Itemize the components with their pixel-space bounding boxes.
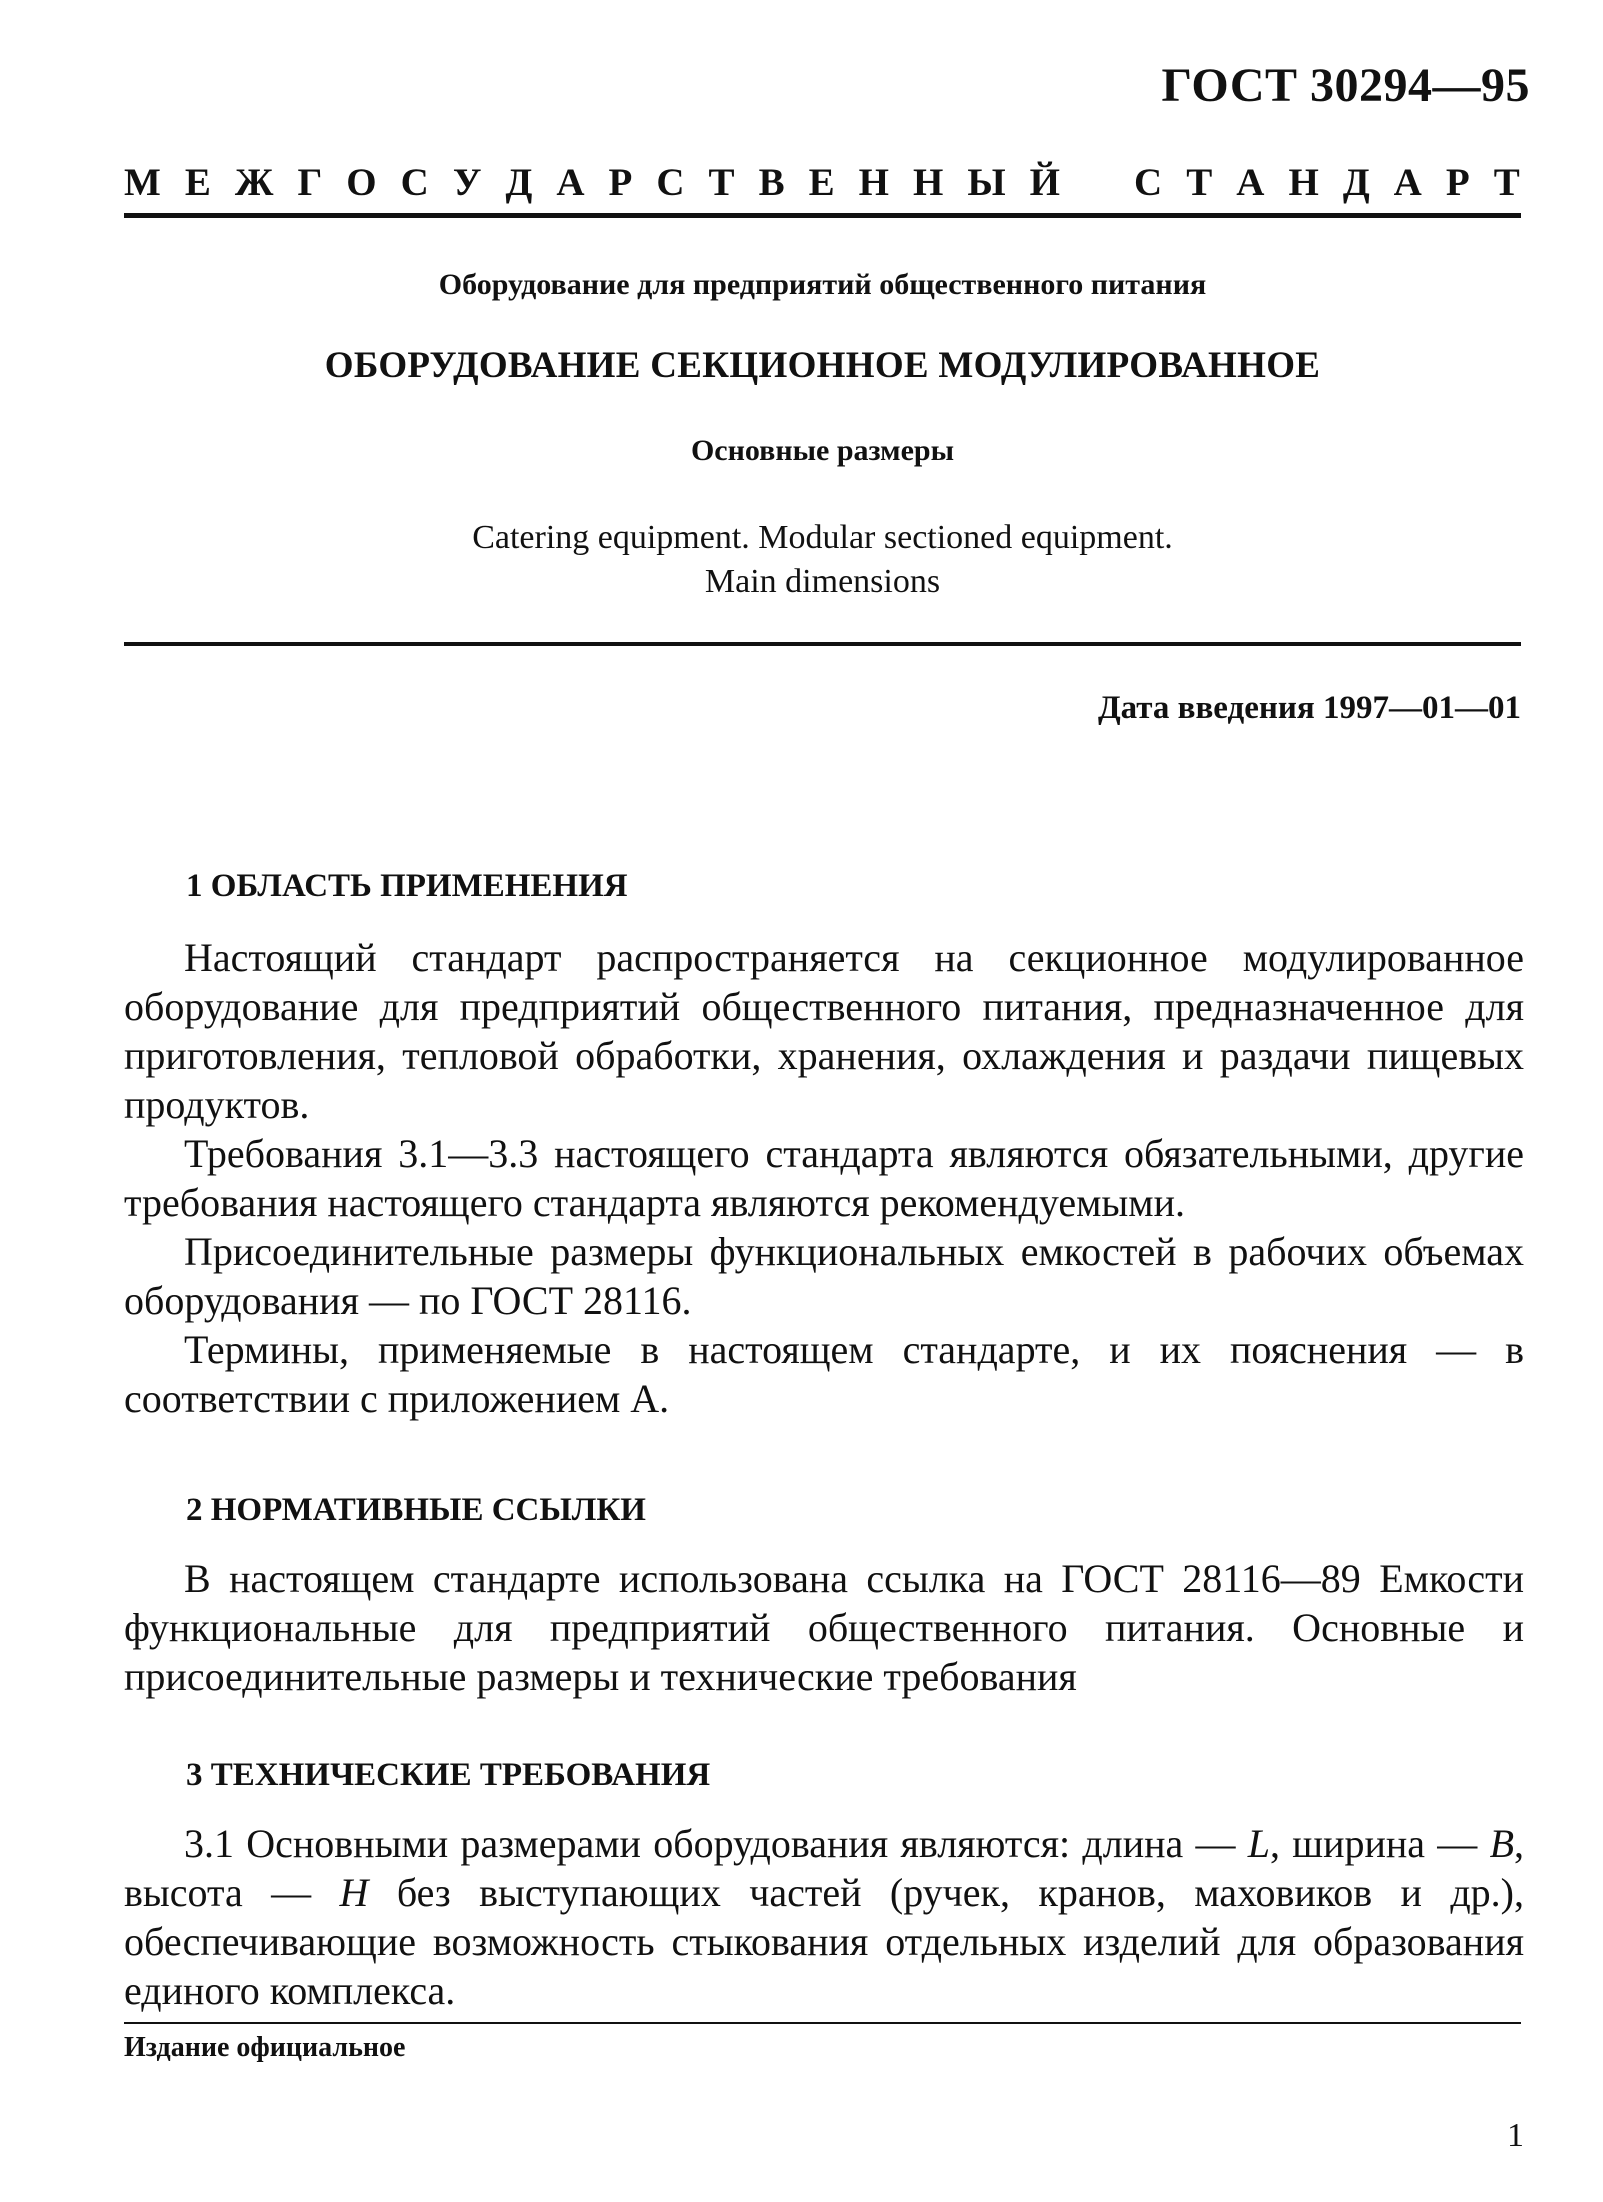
length-variable: L [1247,1821,1271,1866]
sub-title: Основные размеры [690,434,955,467]
section-1-heading: 1 ОБЛАСТЬ ПРИМЕНЕНИЯ [186,868,628,904]
section-1-paragraph: Настоящий стандарт распространяется на секционное модулированное оборудование для предприятий общественного питания, предназначенное для приготовления, тепловой обработки, хранения, охлаждения и раздачи пищевых продуктов. [124,935,1524,1127]
title-divider [124,642,1521,646]
standard-type-heading: М Е Ж Г О С У Д А Р С Т В Е Н Н Ы Й С Т А Н Д А Р Т [124,161,1520,204]
english-title-line-1: Catering equipment. Modular sectioned equipment. [472,519,1173,556]
section-3-paragraph: 3.1 Основными размерами оборудования являются: длина — L, ширина — B, высота — H без выступающих частей (ручек, кранов, маховиков и др.), обеспечивающие возможность стыкования отдельных изделий для образования единого комплекса. [124,1821,1525,2013]
height-variable: H [339,1870,369,1915]
main-title: ОБОРУДОВАНИЕ СЕКЦИОННОЕ МОДУЛИРОВАННОЕ [324,345,1321,386]
edition-label: Издание официальное [124,2032,406,2063]
document-number: ГОСТ 30294—95 [1161,59,1530,112]
section-3-heading: 3 ТЕХНИЧЕСКИЕ ТРЕБОВАНИЯ [186,1757,711,1793]
section-1-paragraph: Термины, применяемые в настоящем стандарте, и их пояснения — в соответствии с приложением А. [124,1327,1524,1421]
header-divider [124,213,1521,218]
page-number: 1 [1507,2117,1524,2154]
width-variable: B [1489,1821,1514,1866]
group-title: Оборудование для предприятий общественного питания [438,268,1207,301]
english-title-line-2: Main dimensions [704,563,941,600]
english-title [124,516,1521,604]
footer-divider [124,2022,1521,2024]
section-1-paragraph: Присоединительные размеры функциональных емкостей в рабочих объемах оборудования — по ГОСТ 28116. [124,1229,1524,1323]
introduction-date: Дата введения 1997—01—01 [1097,690,1521,726]
section-3-body [124,1819,1524,2015]
section-2-body [124,1554,1524,1701]
section-1-body [124,933,1524,1423]
section-2-heading: 2 НОРМАТИВНЫЕ ССЫЛКИ [186,1492,646,1528]
section-2-paragraph: В настоящем стандарте использована ссылка на ГОСТ 28116—89 Емкости функциональные для предприятий общественного питания. Основные и присоединительные размеры и технические требования [124,1556,1524,1699]
section-1-paragraph: Требования 3.1—3.3 настоящего стандарта являются обязательными, другие требования настоящего стандарта являются рекомендуемыми. [124,1131,1524,1225]
